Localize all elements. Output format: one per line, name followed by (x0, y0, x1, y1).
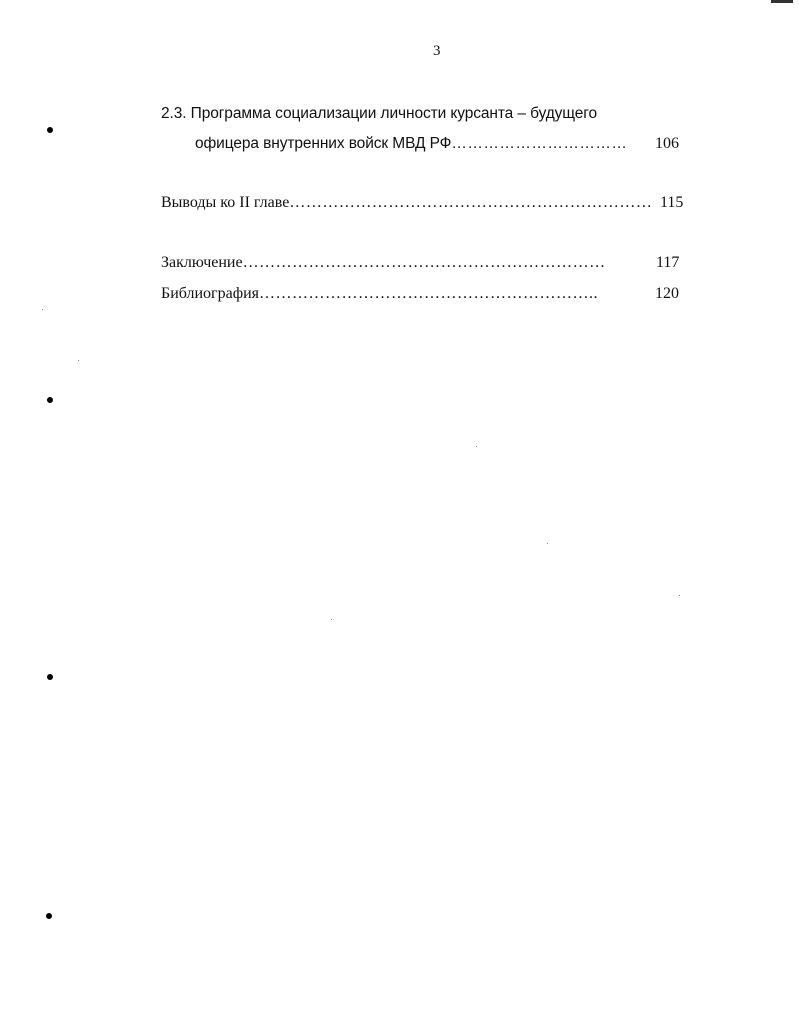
toc-item-2-3-page: 106 (655, 135, 679, 152)
toc-item-2-3-line2 (195, 134, 627, 154)
scan-speck (331, 619, 332, 620)
toc-item-bibliography-title: Библиография (161, 285, 259, 302)
scan-speck (547, 543, 548, 544)
scan-speck (679, 595, 680, 596)
toc-item-conclusion (161, 253, 606, 273)
toc-leader-dots: ………………………………………………………… (289, 194, 653, 211)
toc-item-conclusions-ch2 (161, 193, 652, 213)
scan-speck (78, 360, 79, 361)
toc-leader-dots: …………………………………………………….. (259, 285, 598, 302)
toc-item-conclusion-title: Заключение (161, 254, 243, 271)
toc-item-2-3-line1: 2.3. Программа социализации личности курсанта – будущего (161, 105, 598, 122)
toc-item-bibliography-page: 120 (655, 285, 679, 302)
toc-item-2-3-title: офицера внутренних войск МВД РФ (195, 135, 452, 152)
scan-speck (476, 446, 477, 447)
binding-hole-mark (47, 127, 53, 133)
toc-item-conclusions-ch2-page: 115 (660, 194, 684, 211)
binding-hole-mark (46, 913, 52, 919)
binding-hole-mark (47, 397, 53, 403)
scan-speck (42, 309, 43, 310)
toc-leader-dots: ………………………………………………………… (242, 254, 606, 271)
toc-item-conclusion-page: 117 (656, 254, 680, 271)
toc-leader-dots: …………………………… (451, 135, 628, 152)
toc-item-bibliography (161, 284, 598, 304)
binding-hole-mark (47, 674, 53, 680)
toc-item-conclusions-ch2-title: Выводы ко II главе (161, 194, 290, 211)
page-number: 3 (433, 43, 441, 59)
corner-scan-mark (771, 0, 793, 3)
